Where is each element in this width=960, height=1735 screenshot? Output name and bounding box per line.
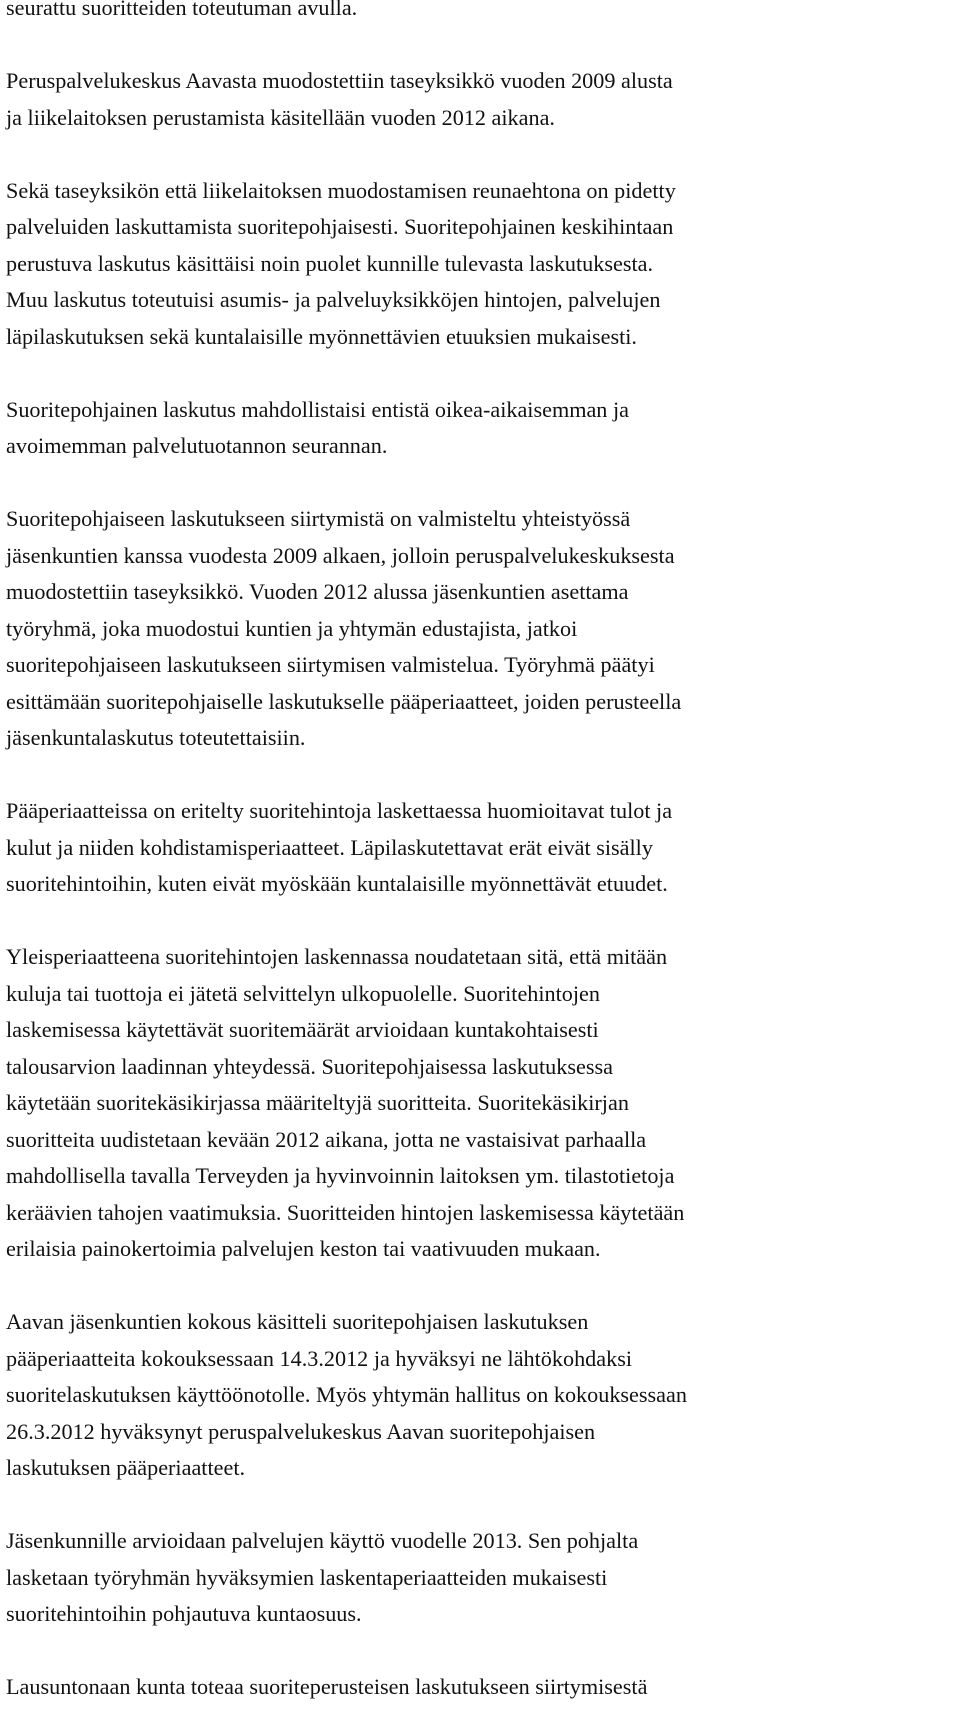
paragraph bbox=[6, 392, 960, 465]
text-line: lasketaan työryhmän hyväksymien laskentaperiaatteiden mukaisesti bbox=[6, 1564, 608, 1590]
text-line: ja liikelaitoksen perustamista käsitellään vuoden 2012 aikana. bbox=[6, 104, 555, 130]
text-line: Suoritepohjainen laskutus mahdollistaisi entistä oikea-aikaisemman ja bbox=[6, 396, 629, 422]
paragraph bbox=[6, 1669, 960, 1706]
text-line: suoritelaskutuksen käyttöönotolle. Myös yhtymän hallitus on kokouksessaan bbox=[6, 1382, 687, 1407]
paragraph bbox=[6, 501, 960, 757]
text-line: pääperiaatteita kokouksessaan 14.3.2012 ja hyväksyi ne lähtökohdaksi bbox=[6, 1345, 633, 1371]
text-line: Yleisperiaatteena suoritehintojen laskennassa noudatetaan sitä, että mitään bbox=[6, 944, 668, 969]
text-line: seurattu suoritteiden toteutuman avulla. bbox=[6, 0, 358, 20]
text-line: erilaisia painokertoimia palvelujen keston tai vaativuuden mukaan. bbox=[6, 1236, 601, 1261]
text-line: talousarvion laadinnan yhteydessä. Suoritepohjaisessa laskutuksessa bbox=[6, 1053, 613, 1079]
text-line: 26.3.2012 hyväksynyt peruspalvelukeskus Aavan suoritepohjaisen bbox=[6, 1418, 596, 1444]
text-line: Pääperiaatteissa on eritelty suoritehintoja laskettaessa huomioitavat tulot ja bbox=[6, 798, 673, 823]
text-line: suoritehintoihin, kuten eivät myöskään kuntalaisille myönnettävät etuudet. bbox=[6, 871, 668, 896]
text-line: perustuva laskutus käsittäisi noin puolet kunnille tulevasta laskutuksesta. bbox=[6, 250, 654, 276]
text-line: laskutuksen pääperiaatteet. bbox=[6, 1455, 246, 1480]
text-line: esittämään suoritepohjaiselle laskutukselle pääperiaatteet, joiden perusteella bbox=[6, 688, 682, 714]
paragraph bbox=[6, 1304, 960, 1487]
text-line: suoritepohjaiseen laskutukseen siirtymisen valmistelua. Työryhmä päätyi bbox=[6, 652, 655, 677]
text-line: kulut ja niiden kohdistamisperiaatteet. Läpilaskutettavat erät eivät sisälly bbox=[6, 834, 653, 860]
text-line: laskemisessa käytettävät suoritemäärät arvioidaan kuntakohtaisesti bbox=[6, 1017, 599, 1042]
text-line: Peruspalvelukeskus Aavasta muodostettiin taseyksikkö vuoden 2009 alusta bbox=[6, 68, 673, 93]
text-line: Lausuntonaan kunta toteaa suoriteperusteisen laskutukseen siirtymisestä bbox=[6, 1674, 648, 1699]
paragraph bbox=[6, 63, 960, 136]
paragraph bbox=[6, 1523, 960, 1633]
text-line: jäsenkuntien kanssa vuodesta 2009 alkaen, jolloin peruspalvelukeskuksesta bbox=[6, 542, 675, 568]
text-line: suoritteita uudistetaan kevään 2012 aikana, jotta ne vastaisivat parhaalla bbox=[6, 1126, 647, 1152]
text-line: avoimemman palvelutuotannon seurannan. bbox=[6, 433, 388, 458]
text-line: keräävien tahojen vaatimuksia. Suoritteiden hintojen laskemisessa käytetään bbox=[6, 1199, 685, 1225]
paragraph bbox=[6, 939, 960, 1268]
text-line: Muu laskutus toteutuisi asumis- ja palveluyksikköjen hintojen, palvelujen bbox=[6, 287, 661, 312]
text-line: Jäsenkunnille arvioidaan palvelujen käyttö vuodelle 2013. Sen pohjalta bbox=[6, 1528, 639, 1553]
paragraph bbox=[6, 0, 960, 27]
text-line: työryhmä, joka muodostui kuntien ja yhtymän edustajista, jatkoi bbox=[6, 615, 578, 641]
text-line: kuluja tai tuottoja ei jätetä selvittelyn ulkopuolelle. Suoritehintojen bbox=[6, 980, 601, 1006]
text-line: suoritehintoihin pohjautuva kuntaosuus. bbox=[6, 1601, 362, 1626]
text-line: mahdollisella tavalla Terveyden ja hyvinvoinnin laitoksen ym. tilastotietoja bbox=[6, 1163, 675, 1188]
paragraph bbox=[6, 173, 960, 356]
text-line: Sekä taseyksikön että liikelaitoksen muodostamisen reunaehtona on pidetty bbox=[6, 177, 676, 203]
text-line: muodostettiin taseyksikkö. Vuoden 2012 alussa jäsenkuntien asettama bbox=[6, 579, 629, 604]
text-line: läpilaskutuksen sekä kuntalaisille myönnettävien etuuksien mukaisesti. bbox=[6, 323, 637, 349]
text-line: Aavan jäsenkuntien kokous käsitteli suoritepohjaisen laskutuksen bbox=[6, 1309, 589, 1334]
text-line: Suoritepohjaiseen laskutukseen siirtymistä on valmisteltu yhteistyössä bbox=[6, 506, 631, 531]
paragraph bbox=[6, 793, 960, 903]
text-line: käytetään suoritekäsikirjassa määriteltyjä suoritteita. Suoritekäsikirjan bbox=[6, 1090, 629, 1115]
text-line: palveluiden laskuttamista suoritepohjaisesti. Suoritepohjainen keskihintaan bbox=[6, 214, 674, 239]
text-line: jäsenkuntalaskutus toteutettaisiin. bbox=[6, 725, 306, 750]
